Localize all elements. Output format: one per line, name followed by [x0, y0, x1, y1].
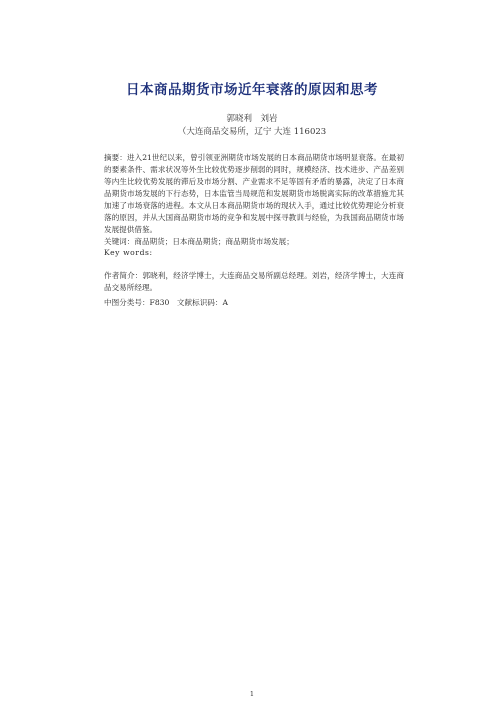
paper-title: 日本商品期货市场近年衰落的原因和思考: [126, 82, 378, 98]
keywords-english-line: Key words:: [104, 248, 153, 257]
paper-affiliation: （大连商品交易所，辽宁 大连 116023: [177, 127, 327, 137]
paper-authors: 郭晓利 刘岩: [226, 114, 278, 124]
page-number: 1: [249, 690, 255, 698]
abstract-paragraph: 摘要：进入21世纪以来，曾引领亚洲期货市场发展的日本商品期货市场明显衰落。在最初的要素条件、需求状况等外生比较优势逐步削弱的同时，规模经济、技术进步、产品差别等内生比较优势发展的滞后及市场分割、产业需求不足等固有矛盾的暴露，决定了日本商品期货市场发展的下行态势，日本监管当局规范和发展期货市场脱离实际的改革措施尤其加速了市场衰落的进程。本文从日本商品期货市场的现状入手，通过比较优势理论分析衰落的原因，并从大国商品期货市场的竞争和发展中探寻教训与经验，为我国商品期货市场发展提供借鉴。: [104, 153, 404, 234]
classification-line: 中图分类号：F830 文献标识码：A: [104, 298, 228, 307]
author-introduction: 作者简介：郭晓利，经济学博士，大连商品交易所副总经理。刘岩，经济学博士，大连商品交易所经理。: [104, 271, 404, 292]
keywords-line: 关键词：商品期货；日本商品期货；商品期货市场发展；: [104, 237, 294, 246]
